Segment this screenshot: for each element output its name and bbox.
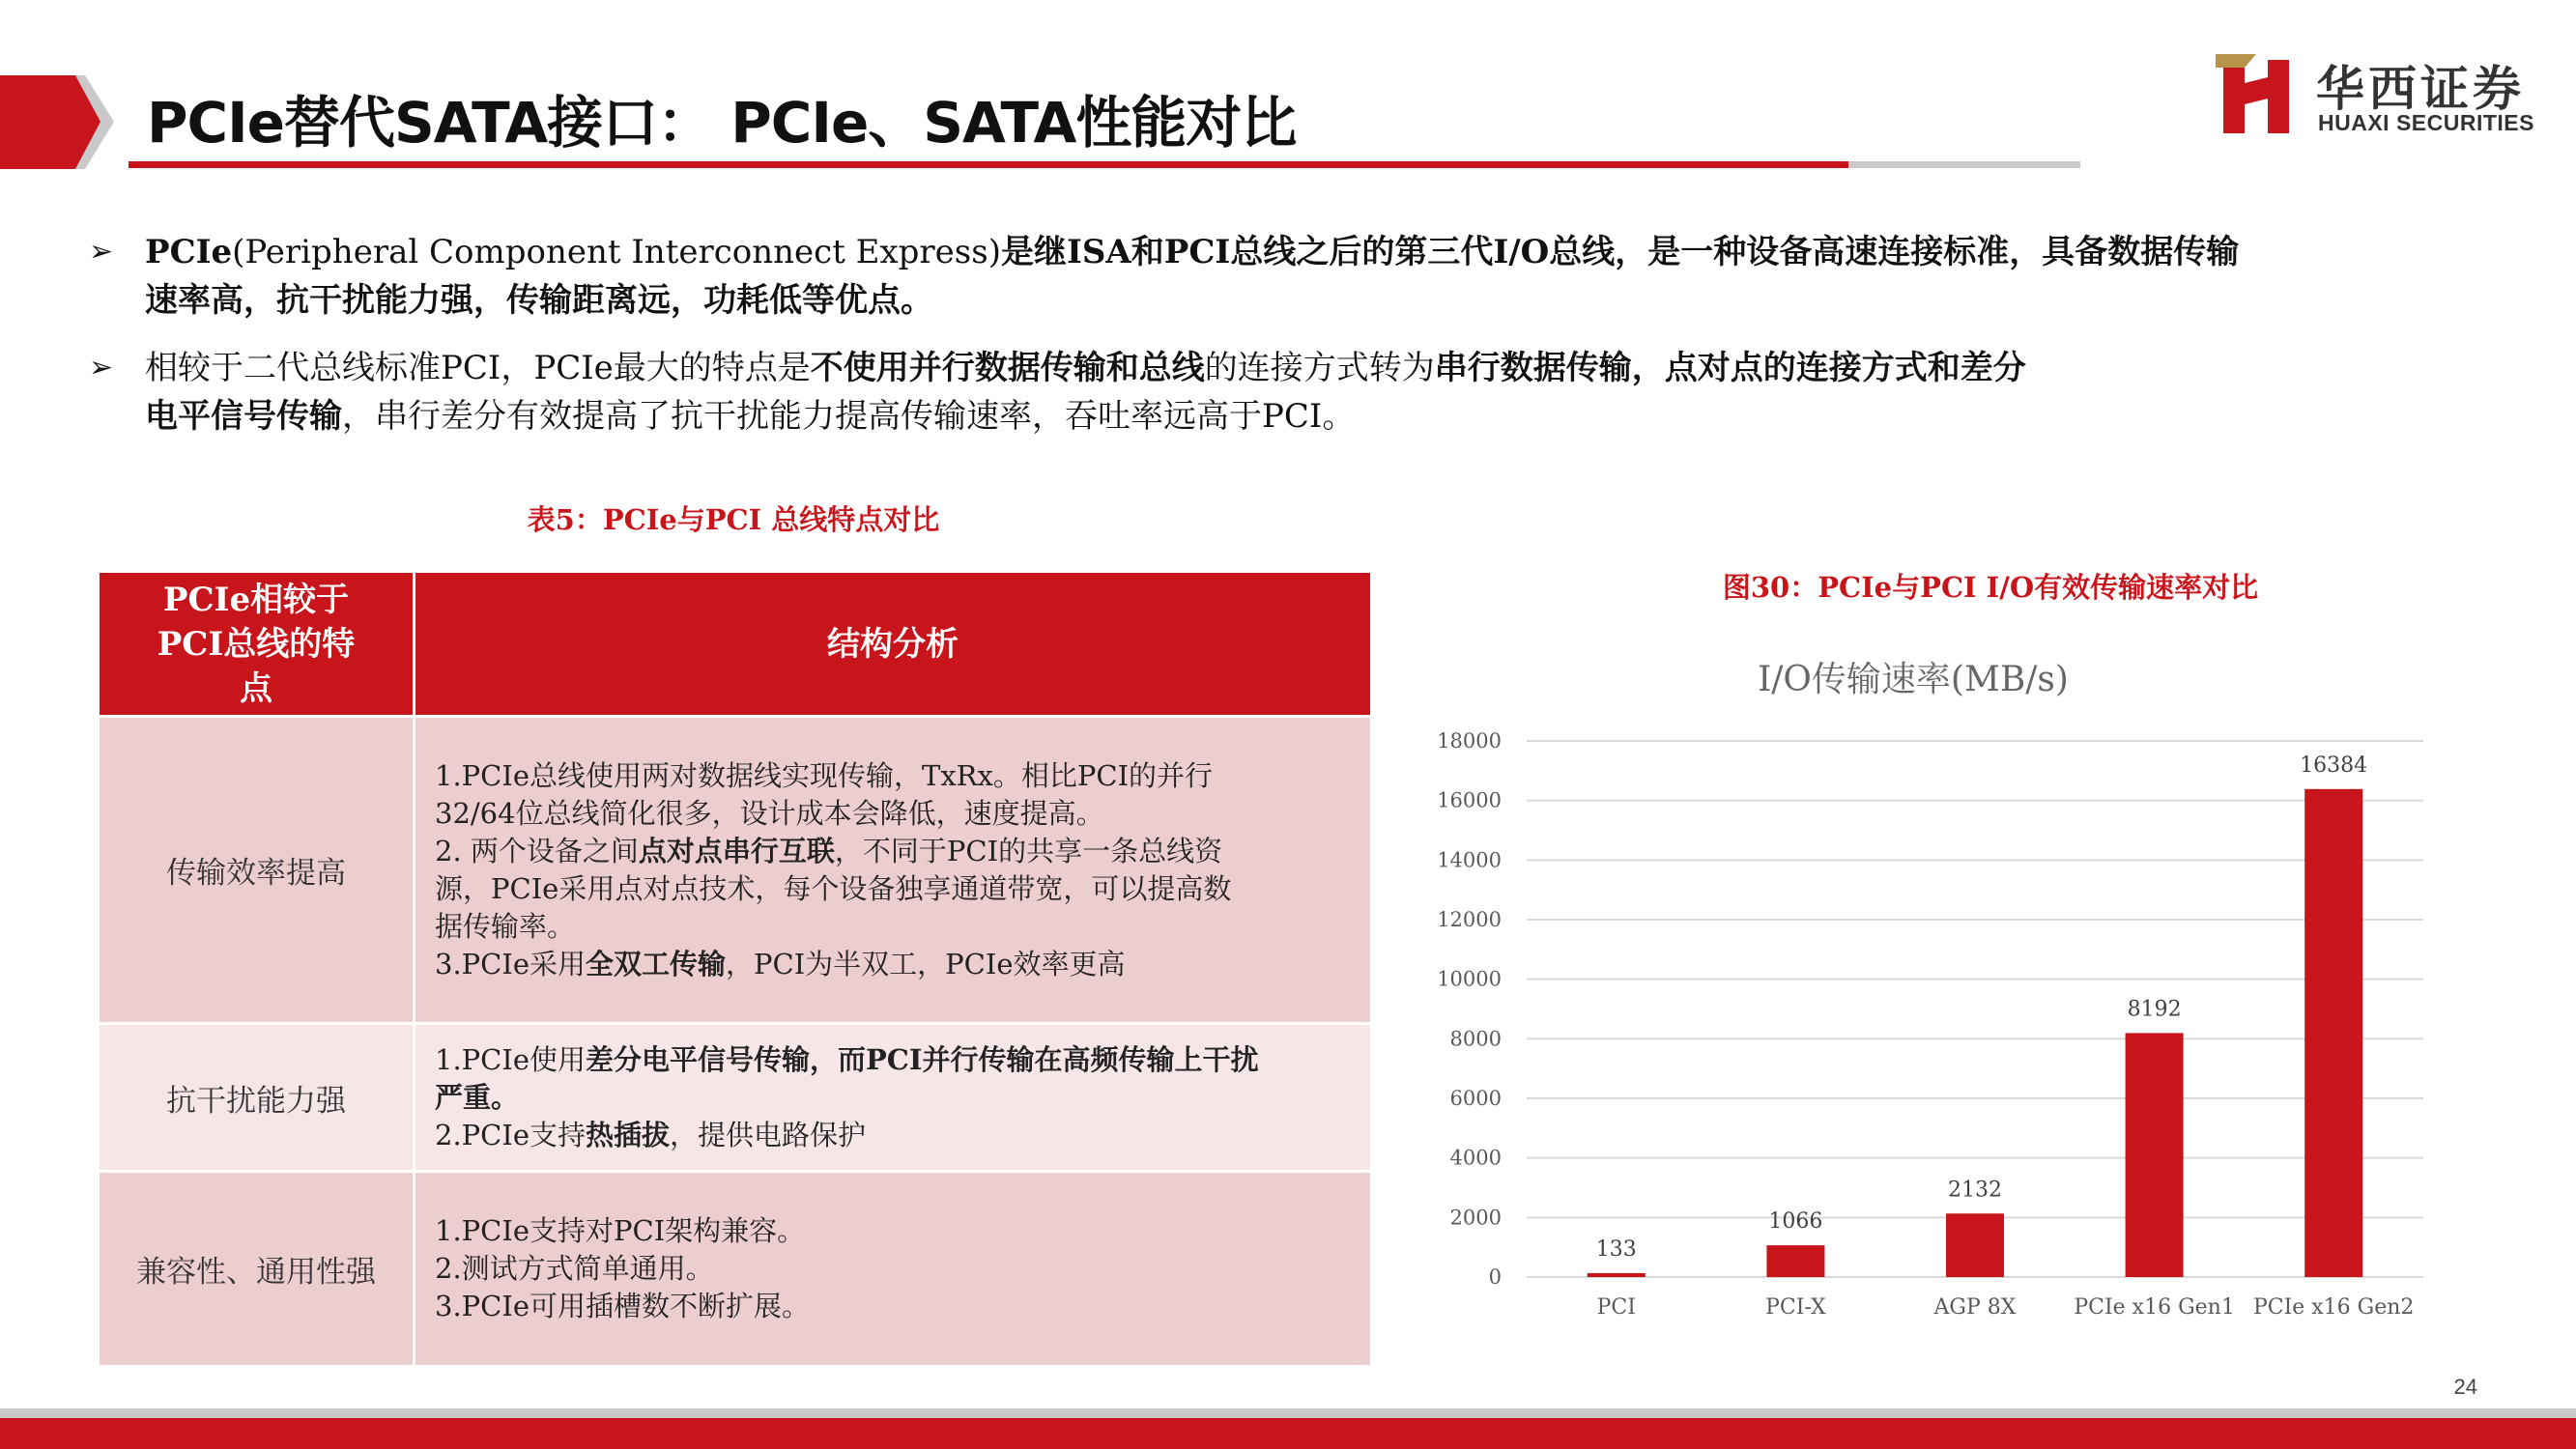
footer-bar-red xyxy=(0,1418,2576,1449)
logo-name-en: HUAXI SECURITIES xyxy=(2318,110,2534,135)
table-cell-feature: 抗干扰能力强 xyxy=(99,1024,415,1172)
table-row xyxy=(99,1172,1372,1367)
figure-caption: 图30：PCIe与PCI I/O有效传输速率对比 xyxy=(1722,571,2259,604)
chart-data-label: 16384 xyxy=(2300,753,2368,778)
table-analysis-text: ，提供电路保护 xyxy=(670,1118,867,1151)
bullet-text: 速率高，抗干扰能力强，传输距离远，功耗低等优点。 xyxy=(145,281,933,320)
table-analysis-text: ，不同于PCI的共享一条总线资 xyxy=(834,834,1223,867)
table-analysis-line xyxy=(435,1117,1343,1154)
chart-data-label: 1066 xyxy=(1768,1209,1823,1235)
table-analysis-text: 严重。 xyxy=(435,1080,520,1114)
table-cell-analysis xyxy=(415,1172,1372,1367)
table-analysis-text: 据传输率。 xyxy=(435,909,576,943)
footer-bar-grey xyxy=(0,1408,2576,1418)
table-cell-feature: 传输效率提高 xyxy=(99,717,415,1024)
table-analysis-line xyxy=(435,1250,1343,1288)
title-chevron-icon xyxy=(0,75,114,169)
table-analysis-text: 1.PCIe使用 xyxy=(435,1042,586,1076)
chart-y-tick-label: 12000 xyxy=(1437,908,1502,931)
table-header-feature: PCIe相较于PCI总线的特点 xyxy=(99,572,415,717)
title-underline-grey xyxy=(1848,161,2080,168)
table-analysis-text: 3.PCIe采用 xyxy=(435,947,586,980)
bullet-text: 相较于二代总线标准PCI，PCIe最大的特点是 xyxy=(145,349,811,387)
bullet-text: 串行数据传输，点对点的连接方式和差分 xyxy=(1434,349,2026,387)
table-cell-analysis xyxy=(415,717,1372,1024)
chart-data-label: 2132 xyxy=(1948,1178,2002,1203)
table-analysis-text: 点对点串行互联 xyxy=(638,834,835,867)
logo-name-cn: 华西证券 xyxy=(2316,61,2525,117)
bullet-line xyxy=(145,344,2340,392)
chart-y-tick-label: 4000 xyxy=(1449,1146,1502,1170)
chart-y-tick-label: 14000 xyxy=(1437,848,1502,872)
table-analysis-text: 全双工传输 xyxy=(586,947,727,980)
bullet-text: PCIe xyxy=(145,233,233,271)
chart-x-tick-label: PCI-X xyxy=(1765,1295,1826,1320)
chart-y-tick-label: 6000 xyxy=(1449,1087,1502,1110)
chart-x-tick-label: PCIe x16 Gen2 xyxy=(2252,1295,2415,1320)
table-row xyxy=(99,1024,1372,1172)
table-analysis-line xyxy=(435,833,1343,870)
io-rate-bar-chart xyxy=(1411,638,2532,1333)
huaxi-logo-icon xyxy=(2216,54,2297,135)
chart-y-tick-label: 2000 xyxy=(1449,1206,1502,1230)
chart-bar xyxy=(1946,1213,2004,1277)
chart-y-tick-label: 18000 xyxy=(1437,729,1502,753)
table-analysis-text: 热插拔 xyxy=(586,1118,671,1151)
table-analysis-line xyxy=(435,1288,1343,1325)
chart-bar xyxy=(1766,1245,1824,1277)
bullet-arrow-icon: ➢ xyxy=(89,235,114,269)
bullet-text: 的连接方式转为 xyxy=(1204,349,1435,387)
table-analysis-line xyxy=(435,870,1343,908)
table-analysis-line xyxy=(435,1212,1343,1250)
bullet-arrow-icon: ➢ xyxy=(89,351,114,384)
bullet-text: 不使用并行数据传输和总线 xyxy=(810,349,1205,387)
bullet-line xyxy=(145,392,2340,440)
table-analysis-text: 1.PCIe支持对PCI架构兼容。 xyxy=(435,1214,806,1247)
table-analysis-text: 2. 两个设备之间 xyxy=(435,834,639,867)
table-analysis-text: 2.PCIe支持 xyxy=(435,1118,586,1151)
chart-x-tick-label: PCIe x16 Gen1 xyxy=(2074,1295,2235,1320)
bullet-item xyxy=(89,344,2340,440)
chart-y-tick-label: 10000 xyxy=(1437,967,1502,991)
chart-y-tick-label: 0 xyxy=(1488,1265,1502,1289)
table-analysis-line xyxy=(435,1079,1343,1117)
bullet-line xyxy=(145,228,2340,276)
bullet-list xyxy=(89,228,2340,460)
table-cell-feature: 兼容性、通用性强 xyxy=(99,1172,415,1367)
bullet-text: 是继ISA和PCI总线之后的第三代I/O总线，是一种设备高速连接标准，具备数据传输 xyxy=(1000,233,2240,271)
chart-title: I/O传输速率(MB/s) xyxy=(1758,660,2069,699)
bullet-text: ，串行差分有效提高了抗干扰能力提高传输速率，吞吐率远高于PCI。 xyxy=(342,397,1356,436)
bullet-line xyxy=(145,276,2340,325)
table-row xyxy=(99,717,1372,1024)
table-analysis-line xyxy=(435,1041,1343,1079)
table-caption: 表5：PCIe与PCI 总线特点对比 xyxy=(527,503,940,536)
table-analysis-line xyxy=(435,795,1343,833)
chart-y-tick-label: 8000 xyxy=(1449,1027,1502,1051)
table-analysis-text: 3.PCIe可用插槽数不断扩展。 xyxy=(435,1290,810,1322)
chart-y-tick-label: 16000 xyxy=(1437,788,1502,812)
table-analysis-text: 1.PCIe总线使用两对数据线实现传输，TxRx。相比PCI的并行 xyxy=(435,758,1214,792)
table-header-analysis: 结构分析 xyxy=(415,572,1372,717)
chart-x-tick-label: PCI xyxy=(1596,1295,1636,1320)
chart-data-label: 133 xyxy=(1595,1236,1637,1262)
chart-bar xyxy=(2304,789,2362,1277)
chart-bar xyxy=(2126,1033,2184,1277)
chart-bar xyxy=(1588,1273,1646,1277)
table-analysis-line xyxy=(435,757,1343,795)
table-analysis-text: 32/64位总线简化很多，设计成本会降低，速度提高。 xyxy=(435,796,1104,830)
page-title: PCIe替代SATA接口： PCIe、SATA性能对比 xyxy=(147,90,1297,156)
table-analysis-line xyxy=(435,946,1343,983)
table-analysis-text: 源，PCIe采用点对点技术，每个设备独享通道带宽，可以提高数 xyxy=(435,871,1232,905)
bullet-text: (Peripheral Component Interconnect Express) xyxy=(232,233,1001,271)
bullet-text: 电平信号传输 xyxy=(145,397,342,436)
bullet-item xyxy=(89,228,2340,325)
page-number: 24 xyxy=(2453,1375,2477,1399)
table-analysis-text: 差分电平信号传输，而PCI并行传输在高频传输上干扰 xyxy=(586,1042,1259,1076)
table-cell-analysis xyxy=(415,1024,1372,1172)
table-analysis-text: 2.测试方式简单通用。 xyxy=(435,1252,714,1285)
company-logo xyxy=(2216,50,2534,139)
chart-data-label: 8192 xyxy=(2127,997,2182,1022)
table-analysis-text: ，PCI为半双工，PCIe效率更高 xyxy=(726,947,1126,980)
comparison-table xyxy=(97,570,1373,1368)
table-analysis-line xyxy=(435,908,1343,946)
title-underline xyxy=(129,161,1848,168)
chart-x-tick-label: AGP 8X xyxy=(1933,1295,2017,1320)
